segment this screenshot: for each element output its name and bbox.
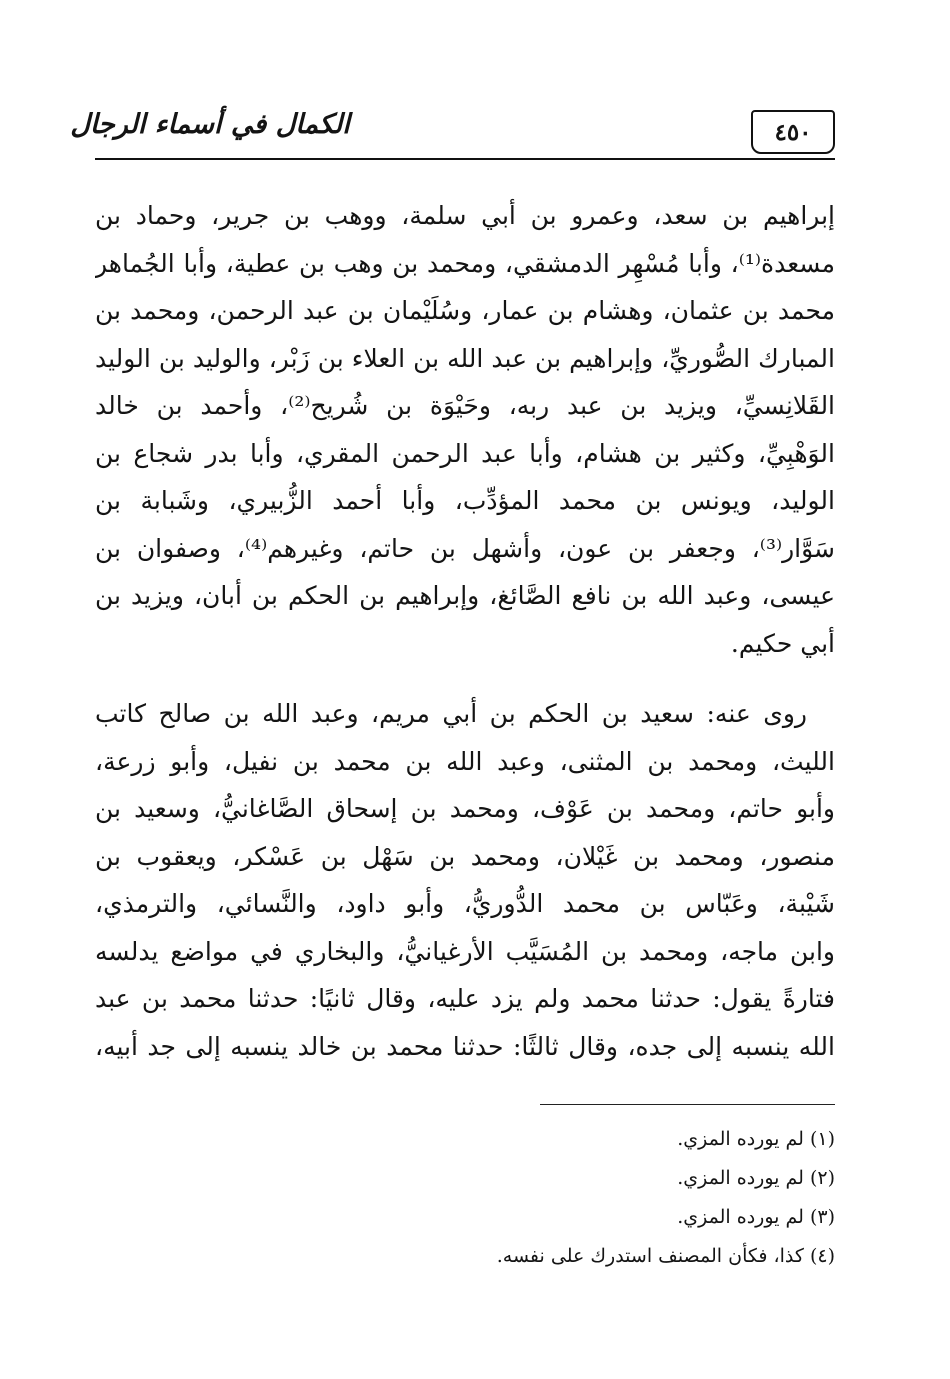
page-number: ٤٥٠ — [751, 110, 835, 154]
text-line: أبي حكيم. — [730, 628, 835, 658]
footnote: (٢) لم يورده المزي. — [677, 1167, 835, 1189]
text-line: مسعدة⁽¹⁾، وأبا مُسْهِر الدمشقي، ومحمد بن وهب بن عطية، وأبا الجُماهر — [95, 248, 835, 278]
text-line: الوَهْبِيِّ، وكثير بن هشام، وأبا عبد الرحمن المقري، وأبا بدر شجاع بن — [95, 438, 835, 468]
teachers-paragraph — [95, 192, 835, 667]
text-line: محمد بن عثمان، وهشام بن عمار، وسُلَيْمان بن عبد الرحمن، ومحمد بن — [95, 296, 835, 326]
text-line: المبارك الصُّوريِّ، وإبراهيم بن عبد الله بن العلاء بن زَبْر، والوليد بن الوليد — [95, 343, 835, 373]
footnote: (١) لم يورده المزي. — [677, 1128, 835, 1150]
header-rule — [95, 158, 835, 160]
text-line: الوليد، ويونس بن محمد المؤدِّب، وأبا أحمد الزُّبيري، وشَبابة بن — [95, 486, 835, 516]
text-line: عيسى، وعبد الله بن نافع الصَّائغ، وإبراهيم بن الحكم بن أبان، ويزيد بن — [95, 581, 835, 611]
text-line: الله ينسبه إلى جده، وقال ثالثًا: حدثنا محمد بن خالد ينسبه إلى جد أبيه، — [95, 1031, 835, 1061]
text-line: الليث، ومحمد بن المثنى، وعبد الله بن محمد بن نفيل، وأبو زرعة، — [95, 746, 835, 776]
text-line: إبراهيم بن سعد، وعمرو بن أبي سلمة، ووهب بن جرير، وحماد بن — [95, 201, 835, 230]
students-paragraph — [95, 690, 835, 1070]
text-line: سَوَّار⁽³⁾، وجعفر بن عون، وأشهل بن حاتم، وغيرهم⁽⁴⁾، وصفوان بن — [95, 533, 835, 563]
text-line: وابن ماجه، ومحمد بن المُسَيَّب الأرغيانيُّ، والبخاري في مواضع يدلسه — [95, 936, 835, 966]
text-line: القَلانِسيِّ، ويزيد بن عبد ربه، وحَيْوَة بن شُريح⁽²⁾، وأحمد بن خالد — [95, 391, 835, 421]
text-line: وأبو حاتم، ومحمد بن عَوْف، ومحمد بن إسحاق الصَّاغانيُّ، وسعيد بن — [95, 794, 835, 824]
footnotes — [95, 1120, 835, 1276]
footnote-separator — [540, 1104, 835, 1105]
book-title: الكمال في أسماء الرجال — [70, 108, 350, 140]
page-header — [70, 98, 835, 160]
footnote: (٣) لم يورده المزي. — [677, 1206, 835, 1228]
text-line: فتارةً يقول: حدثنا محمد ولم يزد عليه، وقال ثانيًا: حدثنا محمد بن عبد — [95, 984, 835, 1014]
footnote: (٤) كذا، فكأن المصنف استدرك على نفسه. — [496, 1245, 835, 1267]
text-line: شَيْبة، وعَبّاس بن محمد الدُّوريُّ، وأبو داود، والنَّسائي، والترمذي، — [95, 889, 835, 919]
text-line: منصور، ومحمد بن غَيْلان، ومحمد بن سَهْل بن عَسْكر، ويعقوب بن — [95, 841, 835, 871]
text-line: روى عنه: سعيد بن الحكم بن أبي مريم، وعبد الله بن صالح كاتب — [95, 699, 807, 728]
